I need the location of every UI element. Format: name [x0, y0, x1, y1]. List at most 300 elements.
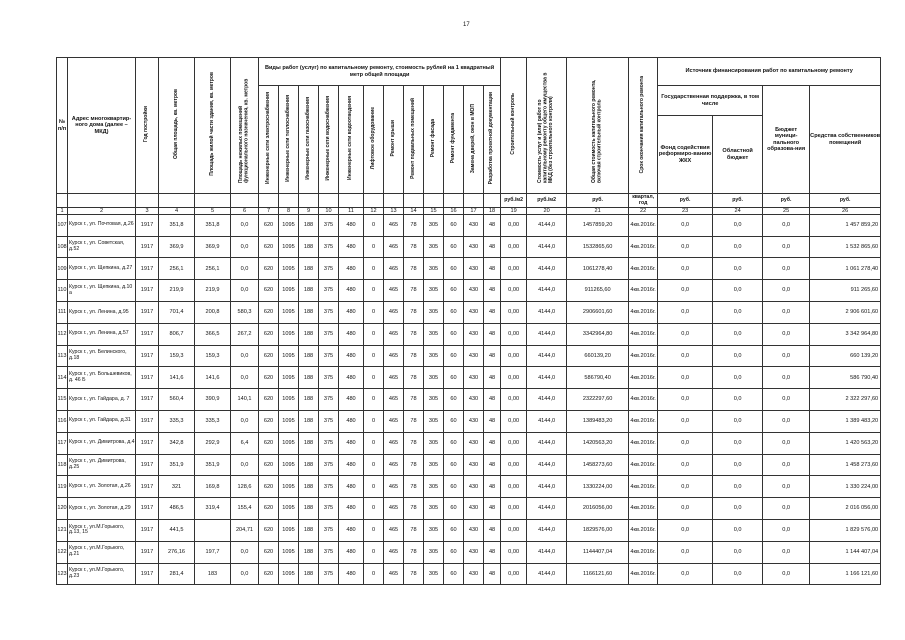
work-cost-cell: 188: [299, 410, 319, 432]
fund-cell: 0,0: [658, 410, 713, 432]
work-cost-cell: 430: [464, 214, 484, 236]
address-cell: Курск г., ул. Димитрова, д.4: [68, 432, 136, 454]
total-area-cell: 441,5: [159, 519, 195, 541]
regional-cell: 0,0: [713, 476, 763, 498]
row-number: 119: [57, 476, 68, 498]
work-cost-cell: 465: [384, 498, 404, 520]
work-cost-cell: 465: [384, 454, 404, 476]
service-cost-cell: 4144,0: [527, 476, 567, 498]
work-cost-cell: 48: [484, 367, 501, 389]
work-cost-cell: 305: [424, 214, 444, 236]
fund-cell: 0,0: [658, 498, 713, 520]
total-cost-cell: 1389483,20: [567, 410, 629, 432]
header-work-heating: Инженерные сети теплоснабжения: [279, 86, 299, 194]
address-cell: Курск г., ул. Большевиков, д. 46 Б: [68, 367, 136, 389]
work-cost-cell: 1095: [279, 214, 299, 236]
deadline-cell: 4кв.2016г.: [629, 323, 658, 345]
work-cost-cell: 1095: [279, 498, 299, 520]
table-row: [57, 214, 881, 236]
row-number: 123: [57, 563, 68, 585]
work-cost-cell: 0: [364, 214, 384, 236]
living-area-cell: 197,7: [195, 541, 231, 563]
service-cost-cell: 4144,0: [527, 541, 567, 563]
column-number: 2: [68, 207, 136, 214]
work-cost-cell: 480: [339, 432, 364, 454]
regional-cell: 0,0: [713, 302, 763, 324]
work-cost-cell: 188: [299, 498, 319, 520]
own-funds-cell: 1 420 563,20: [810, 432, 881, 454]
total-cost-cell: 1166121,60: [567, 563, 629, 585]
address-cell: Курск г., ул. Щепкина, д.10 а: [68, 280, 136, 302]
work-cost-cell: 78: [404, 410, 424, 432]
nonliving-area-cell: 267,2: [231, 323, 259, 345]
work-cost-cell: 0: [364, 302, 384, 324]
table-header: [57, 58, 881, 215]
work-cost-cell: 375: [319, 323, 339, 345]
fund-cell: 0,0: [658, 323, 713, 345]
deadline-cell: 4кв.2016г.: [629, 476, 658, 498]
work-cost-cell: 375: [319, 432, 339, 454]
table-row: [57, 563, 881, 585]
work-cost-cell: 620: [259, 323, 279, 345]
address-cell: Курск г., ул. Гайдара, д.31: [68, 410, 136, 432]
work-cost-cell: 48: [484, 410, 501, 432]
work-cost-cell: 48: [484, 498, 501, 520]
table-row: [57, 476, 881, 498]
header-fund: Фонд содействия реформиро-ванию ЖКХ: [658, 116, 713, 194]
work-cost-cell: 430: [464, 410, 484, 432]
work-cost-cell: 480: [339, 345, 364, 367]
year-cell: 1917: [136, 410, 159, 432]
living-area-cell: 200,8: [195, 302, 231, 324]
living-area-cell: 335,3: [195, 410, 231, 432]
living-area-cell: [195, 519, 231, 541]
row-number: 122: [57, 541, 68, 563]
work-cost-cell: 480: [339, 454, 364, 476]
work-cost-cell: 1095: [279, 476, 299, 498]
header-work-design: Разработка проектной документации: [484, 86, 501, 194]
living-area-cell: 219,9: [195, 280, 231, 302]
nonliving-area-cell: 0,0: [231, 541, 259, 563]
work-cost-cell: 620: [259, 280, 279, 302]
work-cost-cell: 375: [319, 563, 339, 585]
nonliving-area-cell: 0,0: [231, 236, 259, 258]
nonliving-area-cell: 580,3: [231, 302, 259, 324]
total-cost-cell: 1420563,20: [567, 432, 629, 454]
work-cost-cell: 305: [424, 345, 444, 367]
municipal-cell: 0,0: [763, 454, 810, 476]
work-cost-cell: 78: [404, 258, 424, 280]
work-cost-cell: 188: [299, 563, 319, 585]
nonliving-area-cell: 0,0: [231, 410, 259, 432]
work-cost-cell: 78: [404, 432, 424, 454]
address-cell: Курск г., ул. Золотая, д.29: [68, 498, 136, 520]
total-area-cell: 486,5: [159, 498, 195, 520]
year-cell: 1917: [136, 454, 159, 476]
work-cost-cell: 620: [259, 258, 279, 280]
service-cost-cell: 4144,0: [527, 367, 567, 389]
municipal-cell: 0,0: [763, 432, 810, 454]
own-funds-cell: 2 906 601,60: [810, 302, 881, 324]
fund-cell: 0,0: [658, 541, 713, 563]
work-cost-cell: 60: [444, 498, 464, 520]
work-cost-cell: 465: [384, 214, 404, 236]
fund-cell: 0,0: [658, 367, 713, 389]
column-number: 21: [567, 207, 629, 214]
fund-cell: 0,0: [658, 476, 713, 498]
work-cost-cell: 620: [259, 476, 279, 498]
page-number: 17: [463, 22, 470, 28]
work-cost-cell: 620: [259, 498, 279, 520]
regional-cell: 0,0: [713, 541, 763, 563]
work-cost-cell: 60: [444, 367, 464, 389]
work-cost-cell: 375: [319, 345, 339, 367]
year-cell: 1917: [136, 302, 159, 324]
work-cost-cell: 465: [384, 389, 404, 411]
fund-cell: 0,0: [658, 563, 713, 585]
unit-dl: квартал, год: [629, 194, 658, 208]
work-cost-cell: 0: [364, 476, 384, 498]
construction-control-cell: 0,00: [501, 432, 527, 454]
service-cost-cell: 4144,0: [527, 410, 567, 432]
municipal-cell: 0,0: [763, 367, 810, 389]
fund-cell: 0,0: [658, 454, 713, 476]
column-number: 20: [527, 207, 567, 214]
row-number: 121: [57, 519, 68, 541]
work-cost-cell: 60: [444, 302, 464, 324]
fund-cell: 0,0: [658, 345, 713, 367]
work-cost-cell: 620: [259, 410, 279, 432]
work-cost-cell: 188: [299, 389, 319, 411]
deadline-cell: 4кв.2016г.: [629, 410, 658, 432]
work-cost-cell: 78: [404, 214, 424, 236]
regional-cell: 0,0: [713, 432, 763, 454]
work-cost-cell: 0: [364, 519, 384, 541]
construction-control-cell: 0,00: [501, 214, 527, 236]
total-area-cell: 369,9: [159, 236, 195, 258]
row-number: 120: [57, 498, 68, 520]
header-work-elevator: Лифтовое оборудование: [364, 86, 384, 194]
work-cost-cell: 430: [464, 498, 484, 520]
address-cell: Курск г., ул.М.Горького, д.13, 15: [68, 519, 136, 541]
work-cost-cell: 1095: [279, 323, 299, 345]
header-state-support: Государственная поддержка, в том числе: [658, 86, 763, 116]
work-cost-cell: 305: [424, 302, 444, 324]
header-work-sewer: Инженерные сети водоотведения: [339, 86, 364, 194]
column-number: 25: [763, 207, 810, 214]
table-row: [57, 345, 881, 367]
nonliving-area-cell: 204,71: [231, 519, 259, 541]
work-cost-cell: 60: [444, 410, 464, 432]
work-cost-cell: 1095: [279, 541, 299, 563]
work-cost-cell: 620: [259, 432, 279, 454]
total-area-cell: 335,3: [159, 410, 195, 432]
own-funds-cell: 1 829 576,00: [810, 519, 881, 541]
header-regional: Областной бюджет: [713, 116, 763, 194]
header-work-facade: Ремонт фасада: [424, 86, 444, 194]
work-cost-cell: 48: [484, 258, 501, 280]
nonliving-area-cell: 140,1: [231, 389, 259, 411]
work-cost-cell: 60: [444, 432, 464, 454]
total-area-cell: 351,9: [159, 454, 195, 476]
year-cell: 1917: [136, 236, 159, 258]
work-cost-cell: 78: [404, 302, 424, 324]
table-row: [57, 519, 881, 541]
own-funds-cell: 1 458 273,60: [810, 454, 881, 476]
living-area-cell: 256,1: [195, 258, 231, 280]
work-cost-cell: 1095: [279, 302, 299, 324]
work-cost-cell: 0: [364, 454, 384, 476]
work-cost-cell: 48: [484, 454, 501, 476]
fund-cell: 0,0: [658, 214, 713, 236]
work-cost-cell: 60: [444, 476, 464, 498]
work-cost-cell: 620: [259, 541, 279, 563]
living-area-cell: 351,8: [195, 214, 231, 236]
living-area-cell: 183: [195, 563, 231, 585]
work-cost-cell: 375: [319, 410, 339, 432]
table-row: [57, 410, 881, 432]
year-cell: 1917: [136, 258, 159, 280]
table-body: [57, 214, 881, 585]
work-cost-cell: 430: [464, 302, 484, 324]
year-cell: 1917: [136, 541, 159, 563]
work-cost-cell: 60: [444, 345, 464, 367]
nonliving-area-cell: 0,0: [231, 563, 259, 585]
work-cost-cell: 1095: [279, 345, 299, 367]
construction-control-cell: 0,00: [501, 236, 527, 258]
year-cell: 1917: [136, 323, 159, 345]
deadline-cell: 4кв.2016г.: [629, 432, 658, 454]
work-cost-cell: 430: [464, 541, 484, 563]
address-cell: Курск г., ул. Ленина, д.95: [68, 302, 136, 324]
work-cost-cell: 305: [424, 476, 444, 498]
row-number: 108: [57, 236, 68, 258]
municipal-cell: 0,0: [763, 323, 810, 345]
work-cost-cell: 430: [464, 563, 484, 585]
work-cost-cell: 48: [484, 302, 501, 324]
own-funds-cell: 2 016 056,00: [810, 498, 881, 520]
work-cost-cell: 430: [464, 258, 484, 280]
work-cost-cell: 188: [299, 519, 319, 541]
work-cost-cell: 480: [339, 519, 364, 541]
total-area-cell: 701,4: [159, 302, 195, 324]
own-funds-cell: 3 342 964,80: [810, 323, 881, 345]
work-cost-cell: 0: [364, 280, 384, 302]
municipal-cell: 0,0: [763, 410, 810, 432]
deadline-cell: 4кв.2016г.: [629, 367, 658, 389]
total-area-cell: 159,3: [159, 345, 195, 367]
work-cost-cell: 1095: [279, 236, 299, 258]
work-cost-cell: 188: [299, 345, 319, 367]
service-cost-cell: 4144,0: [527, 498, 567, 520]
unit-municipal: руб.: [763, 194, 810, 208]
column-number: 26: [810, 207, 881, 214]
column-number: 12: [364, 207, 384, 214]
work-cost-cell: 305: [424, 280, 444, 302]
work-cost-cell: 48: [484, 280, 501, 302]
work-cost-cell: 0: [364, 367, 384, 389]
row-number: 112: [57, 323, 68, 345]
header-work-gas: Инженерные сети газоснабжения: [299, 86, 319, 194]
work-cost-cell: 620: [259, 236, 279, 258]
work-cost-cell: 375: [319, 498, 339, 520]
work-cost-cell: 78: [404, 389, 424, 411]
row-number: 115: [57, 389, 68, 411]
total-area-cell: 256,1: [159, 258, 195, 280]
work-cost-cell: 465: [384, 280, 404, 302]
address-cell: Курск г., ул. Гайдара, д. 7: [68, 389, 136, 411]
municipal-cell: 0,0: [763, 563, 810, 585]
work-cost-cell: 188: [299, 367, 319, 389]
work-cost-cell: 375: [319, 236, 339, 258]
year-cell: 1917: [136, 563, 159, 585]
work-cost-cell: 375: [319, 541, 339, 563]
row-number: 117: [57, 432, 68, 454]
column-number: 15: [424, 207, 444, 214]
construction-control-cell: 0,00: [501, 389, 527, 411]
total-cost-cell: 1458273,60: [567, 454, 629, 476]
total-cost-cell: 2906601,60: [567, 302, 629, 324]
header-work-water: Инженерные сети водоснабжения: [319, 86, 339, 194]
work-cost-cell: 480: [339, 367, 364, 389]
work-cost-cell: 0: [364, 389, 384, 411]
work-cost-cell: 465: [384, 541, 404, 563]
header-total-area: Общая площадь, кв. метров: [159, 58, 195, 194]
construction-control-cell: 0,00: [501, 258, 527, 280]
total-area-cell: 276,16: [159, 541, 195, 563]
work-cost-cell: 480: [339, 323, 364, 345]
work-cost-cell: 375: [319, 302, 339, 324]
nonliving-area-cell: 0,0: [231, 280, 259, 302]
work-cost-cell: 48: [484, 389, 501, 411]
column-number: 9: [299, 207, 319, 214]
work-cost-cell: 188: [299, 476, 319, 498]
nonliving-area-cell: 0,0: [231, 454, 259, 476]
column-number: 6: [231, 207, 259, 214]
municipal-cell: 0,0: [763, 280, 810, 302]
own-funds-cell: 2 322 297,60: [810, 389, 881, 411]
construction-control-cell: 0,00: [501, 302, 527, 324]
regional-cell: 0,0: [713, 519, 763, 541]
work-cost-cell: 480: [339, 236, 364, 258]
construction-control-cell: 0,00: [501, 367, 527, 389]
work-cost-cell: 620: [259, 367, 279, 389]
total-cost-cell: 2016056,00: [567, 498, 629, 520]
column-number: 3: [136, 207, 159, 214]
work-cost-cell: 620: [259, 214, 279, 236]
total-cost-cell: 660139,20: [567, 345, 629, 367]
work-cost-cell: 480: [339, 280, 364, 302]
work-cost-cell: 188: [299, 323, 319, 345]
work-cost-cell: 188: [299, 541, 319, 563]
table-row: [57, 432, 881, 454]
column-number: 17: [464, 207, 484, 214]
year-cell: 1917: [136, 519, 159, 541]
column-number: 18: [484, 207, 501, 214]
year-cell: 1917: [136, 476, 159, 498]
work-cost-cell: 188: [299, 432, 319, 454]
regional-cell: 0,0: [713, 258, 763, 280]
total-cost-cell: 586790,40: [567, 367, 629, 389]
work-cost-cell: 305: [424, 236, 444, 258]
work-cost-cell: 480: [339, 214, 364, 236]
work-cost-cell: 1095: [279, 389, 299, 411]
year-cell: 1917: [136, 432, 159, 454]
header-construction-control: Строительный контроль: [501, 58, 527, 194]
work-cost-cell: 465: [384, 345, 404, 367]
construction-control-cell: 0,00: [501, 498, 527, 520]
column-number: 13: [384, 207, 404, 214]
regional-cell: 0,0: [713, 214, 763, 236]
column-number: 11: [339, 207, 364, 214]
work-cost-cell: 78: [404, 541, 424, 563]
fund-cell: 0,0: [658, 236, 713, 258]
work-cost-cell: 48: [484, 214, 501, 236]
work-cost-cell: 305: [424, 519, 444, 541]
living-area-cell: 369,9: [195, 236, 231, 258]
work-cost-cell: 78: [404, 476, 424, 498]
column-number: 24: [713, 207, 763, 214]
table-row: [57, 236, 881, 258]
work-cost-cell: 430: [464, 454, 484, 476]
work-cost-cell: 48: [484, 236, 501, 258]
nonliving-area-cell: 6,4: [231, 432, 259, 454]
work-cost-cell: 48: [484, 432, 501, 454]
total-cost-cell: 1457859,20: [567, 214, 629, 236]
work-cost-cell: 78: [404, 367, 424, 389]
header-own: Средства собственников помещений: [810, 86, 881, 194]
column-number: 16: [444, 207, 464, 214]
column-number: 7: [259, 207, 279, 214]
unit-fund: руб.: [658, 194, 713, 208]
work-cost-cell: 375: [319, 214, 339, 236]
column-number: 5: [195, 207, 231, 214]
year-cell: 1917: [136, 345, 159, 367]
header-deadline: Срок окончания капитального ремонта: [629, 58, 658, 194]
service-cost-cell: 4144,0: [527, 345, 567, 367]
table-row: [57, 258, 881, 280]
total-area-cell: 321: [159, 476, 195, 498]
construction-control-cell: 0,00: [501, 541, 527, 563]
work-cost-cell: 78: [404, 323, 424, 345]
work-cost-cell: 188: [299, 236, 319, 258]
deadline-cell: 4кв.2016г.: [629, 258, 658, 280]
municipal-cell: 0,0: [763, 345, 810, 367]
header-living-area: Площадь жилой части здания, кв. метров: [195, 58, 231, 194]
work-cost-cell: 430: [464, 345, 484, 367]
work-cost-cell: 188: [299, 454, 319, 476]
regional-cell: 0,0: [713, 280, 763, 302]
work-cost-cell: 620: [259, 519, 279, 541]
work-cost-cell: 465: [384, 563, 404, 585]
work-cost-cell: 1095: [279, 410, 299, 432]
own-funds-cell: 1 532 865,60: [810, 236, 881, 258]
work-cost-cell: 375: [319, 258, 339, 280]
row-number: 110: [57, 280, 68, 302]
own-funds-cell: 660 139,20: [810, 345, 881, 367]
work-cost-cell: 78: [404, 498, 424, 520]
work-cost-cell: 78: [404, 280, 424, 302]
fund-cell: 0,0: [658, 258, 713, 280]
total-cost-cell: 1061278,40: [567, 258, 629, 280]
work-cost-cell: 305: [424, 498, 444, 520]
work-cost-cell: 465: [384, 432, 404, 454]
regional-cell: 0,0: [713, 236, 763, 258]
work-cost-cell: 188: [299, 302, 319, 324]
deadline-cell: 4кв.2016г.: [629, 302, 658, 324]
work-cost-cell: 305: [424, 323, 444, 345]
living-area-cell: 351,9: [195, 454, 231, 476]
